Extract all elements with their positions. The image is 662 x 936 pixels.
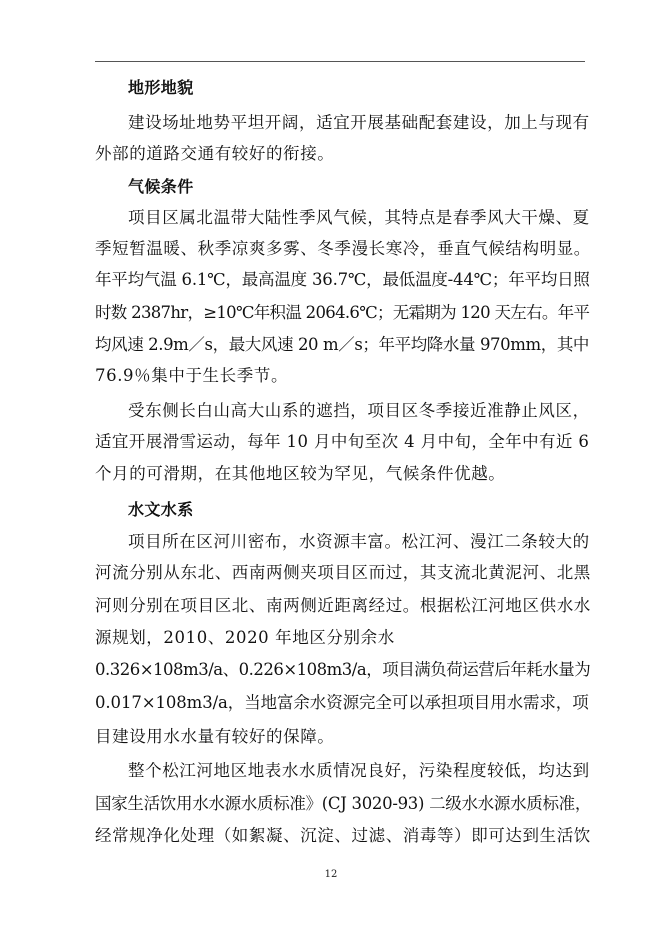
- text-line: 项目所在区河川密布，水资源丰富。松江河、漫江二条较大的: [128, 532, 590, 551]
- text-line: 年平均气温 6.1℃，最高温度 36.7℃，最低温度-44℃；年平均日照: [95, 270, 590, 289]
- text-line: 源规划，2010、2020 年地区分别余水: [95, 628, 395, 647]
- text-line: 76.9％集中于生长季节。: [95, 366, 289, 385]
- section-heading-climate: 气候条件: [128, 177, 194, 196]
- text-line: 适宜开展滑雪运动，每年 10 月中旬至次 4 月中旬，全年中有近 6: [95, 432, 590, 451]
- text-line: 0.017×108m3/a，当地富余水资源完全可以承担项目用水需求，项: [95, 693, 589, 712]
- text-line: 建设场址地势平坦开阔，适宜开展基础配套建设，加上与现有: [128, 113, 590, 132]
- text-line: 受东侧长白山高大山系的遮挡，项目区冬季接近准静止风区，: [128, 401, 590, 420]
- text-line: 项目区属北温带大陆性季风气候，其特点是春季风大干燥、夏: [128, 208, 590, 227]
- text-line: 0.326×108m3/a、0.226×108m3/a，项目满负荷运营后年耗水量为: [95, 660, 591, 679]
- text-line: 河则分别在项目区北、南两侧近距离经过。根据松江河地区供水水: [95, 596, 591, 615]
- text-line: 季短暂温暖、秋季凉爽多雾、冬季漫长寒冷，垂直气候结构明显。: [95, 239, 591, 258]
- text-line: 河流分别从东北、西南两侧夹项目区而过，其支流北黄泥河、北黑: [95, 563, 591, 582]
- header-rule: [95, 61, 585, 62]
- section-heading-terrain: 地形地貌: [128, 78, 194, 97]
- text-line: 经常规净化处理（如絮凝、沉淀、过滤、消毒等）即可达到生活饮: [95, 826, 591, 845]
- text-line: 时数 2387hr，≥10℃年积温 2064.6℃；无霜期为 120 天左右。年平: [95, 303, 590, 322]
- text-line: 均风速 2.9m／s，最大风速 20 m／s；年平均降水量 970mm，其中: [95, 335, 590, 354]
- section-heading-hydrology: 水文水系: [128, 500, 194, 519]
- text-line: 个月的可滑期，在其他地区较为罕见，气候条件优越。: [95, 464, 506, 483]
- text-line: 整个松江河地区地表水水质情况良好，污染程度较低，均达到: [128, 761, 590, 780]
- page-number: 12: [324, 869, 338, 880]
- text-line: 外部的道路交通有较好的衔接。: [95, 144, 335, 163]
- text-line: 目建设用水水量有较好的保障。: [95, 727, 335, 746]
- text-line: 国家生活饮用水水源水质标准》(CJ 3020-93) 二级水水源水质标准，: [95, 794, 592, 813]
